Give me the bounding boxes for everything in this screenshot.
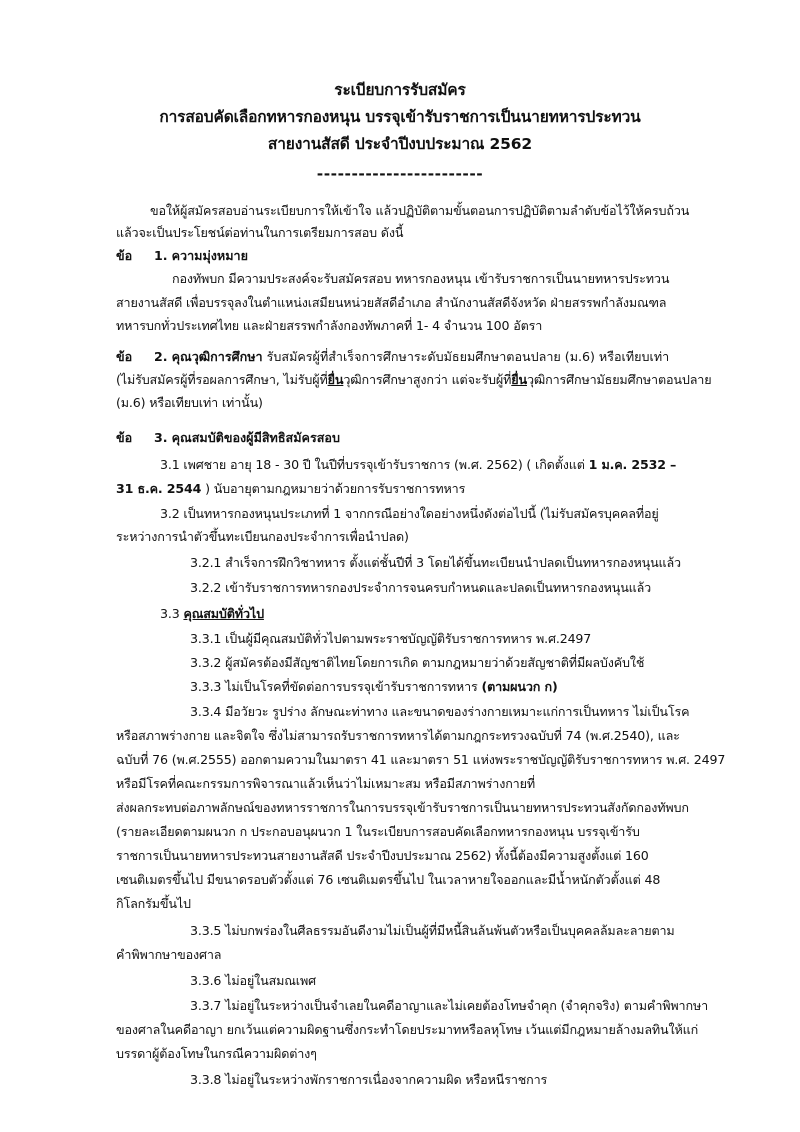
section-label: ข้อ [116,430,133,445]
item-3-3-7-cont: ของศาลในคดีอาญา ยกเว้นแต่ความผิดฐานซึ่งกระทำโดยประมาทหรือลหุโทษ เว้นแต่มีกฎหมายล้างมลทินให้แก่ [116,1022,699,1037]
section-title: คุณสมบัติของผู้มีสิทธิสมัครสอบ [171,430,340,445]
text-run: วุฒิการศึกษาสูงกว่า แต่จะรับผู้ที่ [343,372,512,387]
item-number: 3.3 [160,606,184,621]
document-subtitle: การสอบคัดเลือกทหารกองหนุน บรรจุเข้ารับราชการเป็นนายทหารประทวน [159,108,641,126]
item-3-2-1: 3.2.1 สำเร็จการฝึกวิชาทหาร ตั้งแต่ชั้นปีที่ 3 โดยได้ขึ้นทะเบียนนำปลดเป็นทหารกองหนุนแล้ว [190,555,681,570]
section-1-text: สายงานสัสดี เพื่อบรรจุลงในตำแหน่งเสมียนหน่วยสัสดีอำเภอ สำนักงานสัสดีจังหวัด ฝ่ายสรรพกำลังมณฑล [116,295,667,310]
section-label: ข้อ [116,349,133,364]
item-3-3-4-cont: กิโลกรัมขึ้นไป [116,896,191,911]
item-3-1 [160,457,676,473]
item-3-3-5: 3.3.5 ไม่บกพร่องในศีลธรรมอันดีงามไม่เป็นผู้ที่มีหนี้สินล้นพ้นตัวหรือเป็นบุคคลล้มละลายตาม [190,923,675,938]
item-3-3-3 [190,679,558,695]
text-run: (ไม่รับสมัครผู้ที่รอผลการศึกษา, ไม่รับผู้ที่ [116,372,328,387]
item-3-3-1: 3.3.1 เป็นผู้มีคุณสมบัติทั่วไปตามพระราชบัญญัติรับราชการทหาร พ.ศ.2497 [190,631,592,646]
text-run: 3.1 เพศชาย อายุ 18 - 30 ปี ในปีที่บรรจุเข้ารับราชการ (พ.ศ. 2562) ( เกิดตั้งแต่ [160,457,589,472]
text-run: 3.3.3 ไม่เป็นโรคที่ขัดต่อการบรรจุเข้ารับราชการทหาร [190,679,482,694]
item-3-3-2: 3.3.2 ผู้สมัครต้องมีสัญชาติไทยโดยการเกิด ตามกฎหมายว่าด้วยสัญชาติที่มีผลบังคับใช้ [190,655,645,670]
item-3-3-4-cont: (รายละเอียดตามผนวก ก ประกอบอนุผนวก 1 ในระเบียบการสอบคัดเลือกทหารกองหนุน บรรจุเข้ารับ [116,824,640,839]
item-3-3-4-cont: หรือสภาพร่างกาย และจิตใจ ซึ่งไม่สามารถรับราชการทหารได้ตามกฎกระทรวงฉบับที่ 74 (พ.ศ.2540), และ [116,728,680,743]
section-number: 3. [154,430,168,445]
section-text: รับสมัครผู้ที่สำเร็จการศึกษาระดับมัธยมศึกษาตอนปลาย (ม.6) หรือเทียบเท่า [266,349,670,364]
document-subtitle-2: สายงานสัสดี ประจำปีงบประมาณ 2562 [267,135,533,153]
item-3-3-4-cont: ฉบับที่ 76 (พ.ศ.2555) ออกตามความในมาตรา 41 และมาตรา 51 แห่งพระราชบัญญัติรับราชการทหาร พ.ศ. 2497 [116,752,726,767]
section-2-text [116,372,711,388]
section-1-text: ทหารบกทั่วประเทศไทย และฝ่ายสรรพกำลังกองทัพภาคที่ 1- 4 จำนวน 100 อัตรา [116,318,543,333]
item-3-3-7: 3.3.7 ไม่อยู่ในระหว่างเป็นจำเลยในคดีอาญาและไม่เคยต้องโทษจำคุก (จำคุกจริง) ตามคำพิพากษา [190,998,709,1013]
item-3-2: 3.2 เป็นทหารกองหนุนประเภทที่ 1 จากกรณีอย่างใดอย่างหนึ่งดังต่อไปนี้ (ไม่รับสมัครบุคคลที่อยู่ [160,506,659,521]
emphasis-underline: ยื่น [511,372,527,387]
subsection-title: คุณสมบัติทั่วไป [183,606,264,621]
item-3-3-8: 3.3.8 ไม่อยู่ในระหว่างพักราชการเนื่องจากความผิด หรือหนีราชการ [190,1072,548,1087]
annex-reference: (ตามผนวก ก) [481,679,558,694]
section-number: 1. [154,248,168,263]
emphasis-underline: ยื่น [327,372,344,387]
document-title: ระเบียบการรับสมัคร [334,81,466,99]
item-3-3-4-cont: ส่งผลกระทบต่อภาพลักษณ์ของทหารราชการในการบรรจุเข้ารับราชการเป็นนายทหารประทวนสังกัดกองทัพบก [116,800,689,815]
item-3-3-4-cont: หรือมีโรคที่คณะกรรมการพิจารณาแล้วเห็นว่าไม่เหมาะสม หรือมีสภาพร่างกายที่ [116,776,535,791]
item-3-3-4-cont: เซนติเมตรขึ้นไป มีขนาดรอบตัวตั้งแต่ 76 เซนติเมตรขึ้นไป ในเวลาหายใจออกและมีน้ำหนักตัวตั้งแต่ 48 [116,872,661,887]
section-1-heading [116,248,248,264]
item-3-3-7-cont: บรรดาผู้ต้องโทษในกรณีความผิดต่างๆ [116,1046,317,1061]
item-3-2-2: 3.2.2 เข้ารับราชการทหารกองประจำการจนครบกำหนดและปลดเป็นทหารกองหนุนแล้ว [190,580,652,595]
section-2-text: (ม.6) หรือเทียบเท่า เท่านั้น) [116,395,263,410]
title-separator: ------------------------ [316,165,484,183]
section-3-heading [116,430,340,446]
section-1-text: กองทัพบก มีความประสงค์จะรับสมัครสอบ ทหารกองหนุน เข้ารับราชการเป็นนายทหารประทวน [172,271,670,286]
section-label: ข้อ [116,248,133,263]
birth-date-start: 1 ม.ค. 2532 – [588,457,677,472]
item-3-1-cont [116,481,465,497]
item-3-3-heading [160,606,264,622]
item-3-3-5-cont: คำพิพากษาของศาล [116,947,222,962]
item-3-3-6: 3.3.6 ไม่อยู่ในสมณเพศ [190,973,316,988]
section-title: คุณวุฒิการศึกษา [171,349,263,364]
intro-paragraph-line: แล้วจะเป็นประโยชน์ต่อท่านในการเตรียมการสอบ ดังนี้ [116,225,404,240]
section-number: 2. [154,349,168,364]
item-3-3-4: 3.3.4 มีอวัยวะ รูปร่าง ลักษณะท่าทาง และขนาดของร่างกายเหมาะแก่การเป็นทหาร ไม่เป็นโรค [190,704,690,719]
section-2-heading [116,349,669,365]
item-3-3-4-cont: ราชการเป็นนายทหารประทวนสายงานสัสดี ประจำปีงบประมาณ 2562) ทั้งนี้ต้องมีความสูงตั้งแต่ 160 [116,848,649,863]
item-3-2-cont: ระหว่างการนำตัวขึ้นทะเบียนกองประจำการเพื่อนำปลด) [116,529,409,544]
text-run: วุฒิการศึกษามัธยมศึกษาตอนปลาย [526,372,712,387]
text-run: ) นับอายุตามกฎหมายว่าด้วยการรับราชการทหาร [201,481,466,496]
section-title: ความมุ่งหมาย [171,248,248,263]
birth-date-end: 31 ธ.ค. 2544 [116,481,202,496]
intro-paragraph-line: ขอให้ผู้สมัครสอบอ่านระเบียบการให้เข้าใจ แล้วปฏิบัติตามขั้นตอนการปฏิบัติตามลำดับข้อไว้ให้ครบถ้วน [150,203,690,218]
